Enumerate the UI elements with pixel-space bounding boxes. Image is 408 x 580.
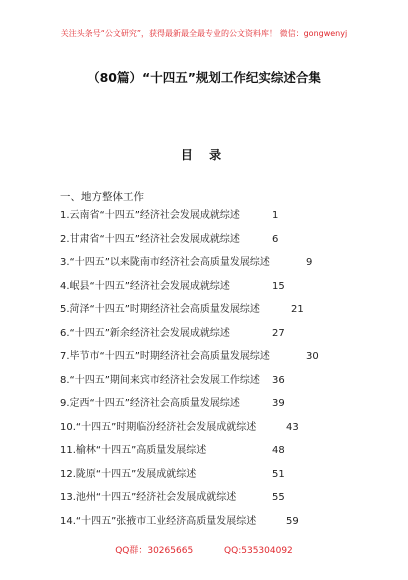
toc-item-page: 21 — [291, 304, 304, 315]
toc-item-page: 51 — [272, 468, 285, 480]
toc-item-2[interactable] — [60, 234, 360, 258]
toc-item-page: 59 — [286, 515, 299, 527]
toc-item-title: 3.“十四五”以来陇南市经济社会高质量发展综述 — [60, 257, 270, 268]
toc-item-page: 6 — [272, 233, 279, 245]
toc-item-title: 2.甘肃省“十四五”经济社会发展成就综述 — [60, 233, 240, 245]
section-heading: 一、地方整体工作 — [60, 191, 144, 203]
toc-item-title: 9.定西“十四五”经济社会高质量发展综述 — [60, 398, 240, 409]
toc-item-8[interactable] — [60, 375, 360, 399]
toc-item-1[interactable] — [60, 210, 360, 234]
toc-item-6[interactable] — [60, 328, 360, 352]
toc-heading: 目 录 — [180, 148, 228, 162]
toc-item-7[interactable] — [60, 351, 360, 375]
toc-item-page: 48 — [272, 445, 285, 456]
toc-item-page: 30 — [306, 351, 319, 362]
toc-item-title: 10.“十四五”时期临汾经济社会发展成就综述 — [60, 421, 257, 433]
toc-item-title: 12.陇原“十四五”发展成就综述 — [60, 468, 197, 480]
toc-item-page: 1 — [272, 210, 279, 221]
toc-item-11[interactable] — [60, 445, 360, 469]
toc-item-4[interactable] — [60, 281, 360, 305]
footer-qq: QQ:535304092 — [224, 546, 293, 556]
toc-item-title: 11.榆林“十四五”高质量发展综述 — [60, 445, 207, 456]
toc-item-title: 4.岷县“十四五”经济社会发展成就综述 — [60, 280, 230, 292]
toc-item-12[interactable] — [60, 469, 360, 493]
toc-item-title: 13.池州“十四五”经济社会发展成就综述 — [60, 492, 237, 503]
toc-item-page: 15 — [272, 280, 285, 292]
toc-item-page: 39 — [272, 398, 285, 409]
header-promo-note: 关注头条号“公文研究”，获得最新最全最专业的公文资料库！ 微信：gongwenyj — [60, 29, 348, 38]
footer-contact — [0, 543, 408, 556]
toc-item-page: 55 — [272, 492, 285, 503]
toc-item-title: 7.毕节市“十四五”时期经济社会高质量发展综述 — [60, 351, 270, 362]
toc-item-title: 8.“十四五”期间来宾市经济社会发展工作综述 — [60, 374, 260, 386]
toc-item-page: 36 — [272, 374, 285, 386]
toc-item-title: 5.菏泽“十四五”时期经济社会高质量发展综述 — [60, 304, 260, 315]
toc-item-title: 1.云南省“十四五”经济社会发展成就综述 — [60, 210, 240, 221]
document-title: （80篇）“十四五”规划工作纪实综述合集 — [87, 70, 321, 85]
toc-item-page: 43 — [286, 421, 299, 433]
toc-item-title: 14.“十四五”张掖市工业经济高质量发展综述 — [60, 515, 257, 527]
toc-item-10[interactable] — [60, 422, 360, 446]
footer-qq-group: QQ群：30265665 — [115, 546, 194, 556]
toc-item-5[interactable] — [60, 304, 360, 328]
toc-item-9[interactable] — [60, 398, 360, 422]
toc-item-3[interactable] — [60, 257, 360, 281]
toc-item-title: 6.“十四五”新余经济社会发展成就综述 — [60, 327, 230, 339]
toc-item-page: 9 — [306, 257, 313, 268]
toc-item-page: 27 — [272, 327, 285, 339]
toc-list — [60, 210, 360, 539]
toc-item-13[interactable] — [60, 492, 360, 516]
toc-item-14[interactable] — [60, 516, 360, 540]
